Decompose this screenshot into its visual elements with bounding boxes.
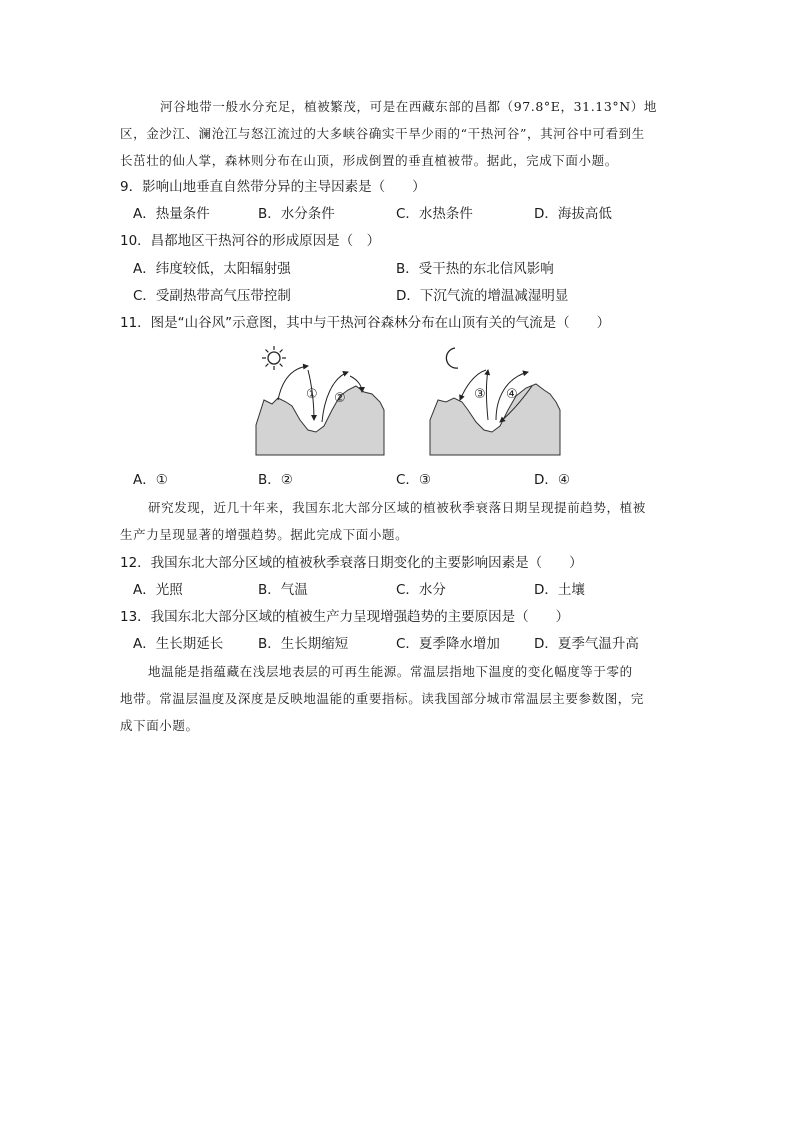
q10-option-d: D．下沉气流的增温减湿明显 <box>396 288 569 304</box>
q13-stem: 13．我国东北大部分区域的植被生产力呈现增强趋势的主要原因是（ ） <box>120 609 570 625</box>
q9-stem: 9．影响山地垂直自然带分异的主导因素是（ ） <box>120 179 426 195</box>
moon-icon <box>446 348 458 368</box>
passage1-line3: 长茁壮的仙人掌，森林则分布在山顶，形成倒置的垂直植被带。据此，完成下面小题。 <box>120 153 618 168</box>
night-terrain <box>430 384 560 455</box>
q11-option-a: A．① <box>133 472 168 488</box>
night-panel <box>430 348 560 455</box>
q12-option-b: B．气温 <box>258 582 308 598</box>
q13-option-c: C．夏季降水增加 <box>396 636 500 652</box>
q11-option-d: D．④ <box>534 472 570 488</box>
valley-wind-diagram <box>250 340 570 460</box>
q9-option-b: B．水分条件 <box>258 206 335 222</box>
sun-icon <box>262 346 286 370</box>
day-terrain <box>256 386 384 455</box>
q13-option-a: A．生长期延长 <box>133 636 224 652</box>
q12-option-c: C．水分 <box>396 582 446 598</box>
q10-option-c: C．受副热带高气压带控制 <box>133 288 291 304</box>
passage1-line1: 河谷地带一般水分充足，植被繁茂，可是在西藏东部的昌都（97.8°E，31.13°N）地 <box>160 99 657 114</box>
q12-stem: 12．我国东北大部分区域的植被秋季衰落日期变化的主要影响因素是（ ） <box>120 555 583 571</box>
q10-option-a: A．纬度较低，太阳辐射强 <box>133 261 291 277</box>
q9-option-d: D．海拔高低 <box>534 206 612 222</box>
passage1-line2: 区，金沙江、澜沧江与怒江流过的大多峡谷确实干旱少雨的“干热河谷”，其河谷中可看到生 <box>120 126 645 141</box>
q11-option-b: B．② <box>258 472 293 488</box>
passage2-line1: 研究发现，近几十年来，我国东北大部分区域的植被秋季衰落日期呈现提前趋势，植被 <box>148 500 646 515</box>
label-3: ③ <box>474 387 486 402</box>
label-1: ① <box>306 387 318 402</box>
passage2-line2: 生产力呈现显著的增强趋势。据此完成下面小题。 <box>120 527 409 542</box>
q13-option-b: B．生长期缩短 <box>258 636 349 652</box>
passage3-line1: 地温能是指蕴藏在浅层地表层的可再生能源。常温层指地下温度的变化幅度等于零的 <box>148 664 633 679</box>
q13-option-d: D．夏季气温升高 <box>534 636 639 652</box>
q9-option-a: A．热量条件 <box>133 206 210 222</box>
valley-wind-figure <box>250 340 570 460</box>
q9-option-c: C．水热条件 <box>396 206 473 222</box>
q11-option-c: C．③ <box>396 472 432 488</box>
label-2: ② <box>334 391 346 406</box>
passage3-line3: 成下面小题。 <box>120 718 199 733</box>
label-4: ④ <box>506 387 518 402</box>
q11-stem: 11．图是“山谷风”示意图，其中与干热河谷森林分布在山顶有关的气流是（ ） <box>120 315 611 331</box>
q10-option-b: B．受干热的东北信风影响 <box>396 261 554 277</box>
q12-option-a: A．光照 <box>133 582 183 598</box>
q10-stem: 10．昌都地区干热河谷的形成原因是（ ） <box>120 233 381 249</box>
passage3-line2: 地带。常温层温度及深度是反映地温能的重要指标。读我国部分城市常温层主要参数图，完 <box>120 691 645 706</box>
q12-option-d: D．土壤 <box>534 582 585 598</box>
day-panel <box>256 346 384 455</box>
